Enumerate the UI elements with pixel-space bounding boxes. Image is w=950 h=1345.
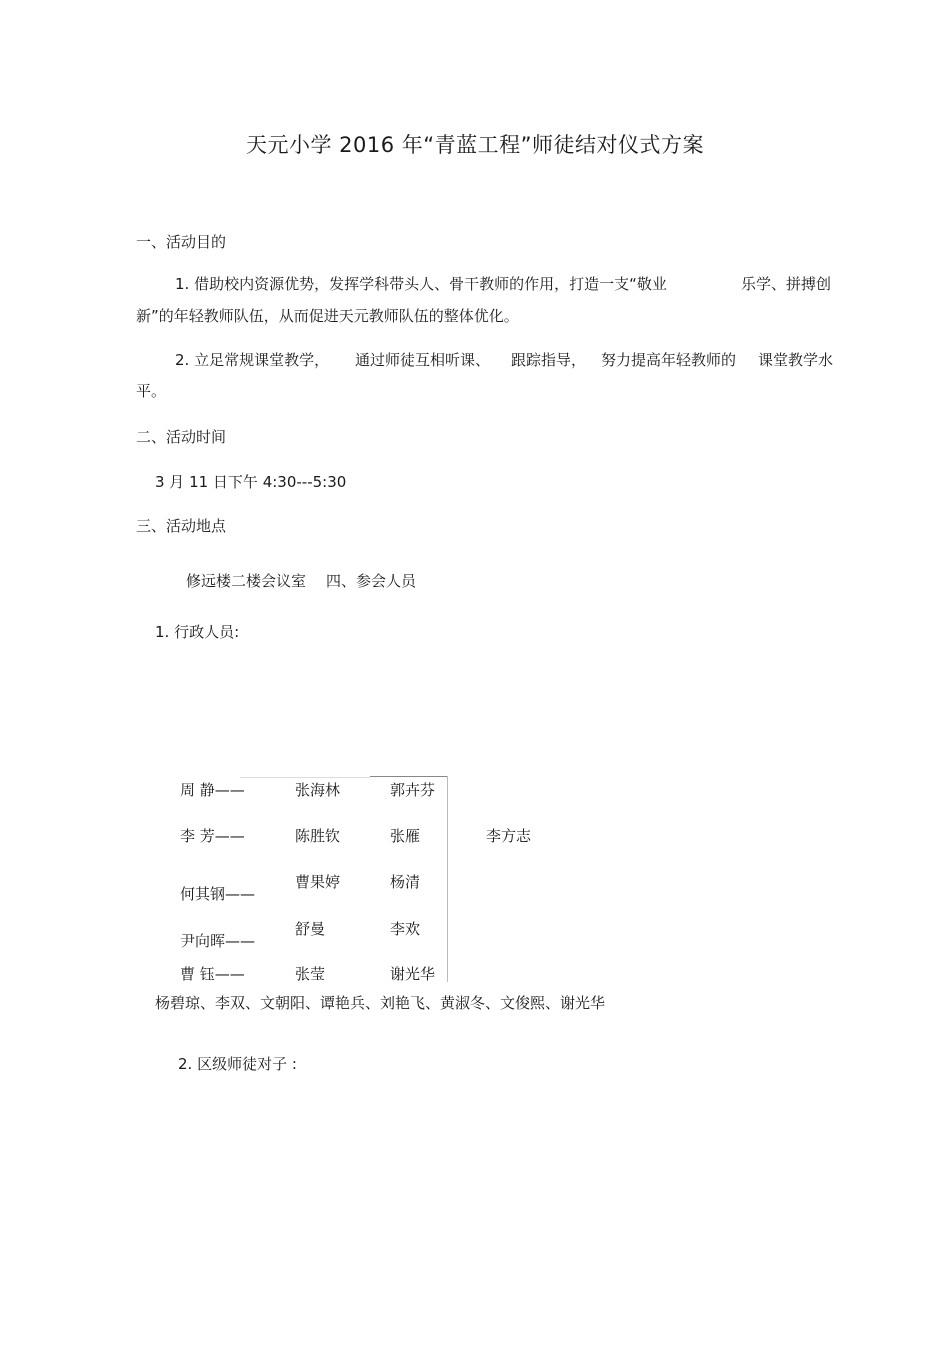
paragraph-1-line-1b: 乐学、拼搏创 (741, 275, 832, 293)
attendees-item-1: 1. 行政人员: (155, 623, 240, 641)
table-row-1-apprentice-2: 郭卉芬 (390, 781, 436, 799)
paragraph-2-part-b: 通过师徒互相听课、 (355, 351, 491, 369)
section-heading-place: 三、活动地点 (136, 517, 227, 535)
table-row-2-mentor: 李 芳—— (180, 827, 245, 845)
table-rule-right (447, 776, 448, 982)
section-heading-attendees: 四、参会人员 (326, 572, 417, 590)
attendees-item-2: 2. 区级师徒对子 : (178, 1055, 297, 1073)
table-row-4-apprentice-2: 李欢 (390, 920, 421, 938)
table-row-2-apprentice-2: 张雁 (390, 827, 421, 845)
paragraph-1-line-1a: 1. 借助校内资源优势，发挥学科带头人、骨干教师的作用，打造一支“敬业 (175, 275, 667, 293)
table-row-5-apprentice-1: 张莹 (295, 965, 326, 983)
paragraph-2-part-e: 课堂教学水 (758, 351, 834, 369)
section-heading-purpose: 一、活动目的 (136, 233, 227, 251)
table-row-1-mentor: 周 静—— (180, 781, 245, 799)
table-row-1-apprentice-1: 张海林 (295, 781, 341, 799)
paragraph-2-part-c: 跟踪指导， (511, 351, 587, 369)
paragraph-2-line-2: 平。 (136, 382, 167, 400)
paragraph-2-part-d: 努力提高年轻教师的 (601, 351, 737, 369)
table-row-5-mentor: 曹 钰—— (180, 965, 245, 983)
table-row-3-mentor: 何其钢—— (180, 885, 256, 903)
table-row-3-apprentice-2: 杨清 (390, 873, 421, 891)
table-row-3-apprentice-1: 曹果婷 (295, 873, 341, 891)
table-row-4-mentor: 尹向晖—— (180, 932, 256, 950)
activity-place: 修远楼二楼会议室 (186, 572, 307, 590)
table-row-2-apprentice-3: 李方志 (486, 827, 532, 845)
table-row-4-apprentice-1: 舒曼 (295, 920, 326, 938)
table-row-5-apprentice-2: 谢光华 (390, 965, 436, 983)
table-rule-top (370, 776, 448, 777)
section-heading-time: 二、活动时间 (136, 428, 227, 446)
admin-staff-list: 杨碧琼、李双、文朝阳、谭艳兵、刘艳飞、黄淑冬、文俊熙、谢光华 (155, 994, 606, 1012)
page-title: 天元小学 2016 年“青蓝工程”师徒结对仪式方案 (245, 133, 705, 157)
paragraph-2-part-a: 2. 立足常规课堂教学， (175, 351, 330, 369)
table-row-2-apprentice-1: 陈胜钦 (295, 827, 341, 845)
activity-time: 3 月 11 日下午 4:30---5:30 (155, 473, 347, 491)
paragraph-1-line-2: 新”的年轻教师队伍，从而促进天元教师队伍的整体优化。 (136, 307, 519, 325)
table-rule-top-faint (240, 777, 370, 778)
